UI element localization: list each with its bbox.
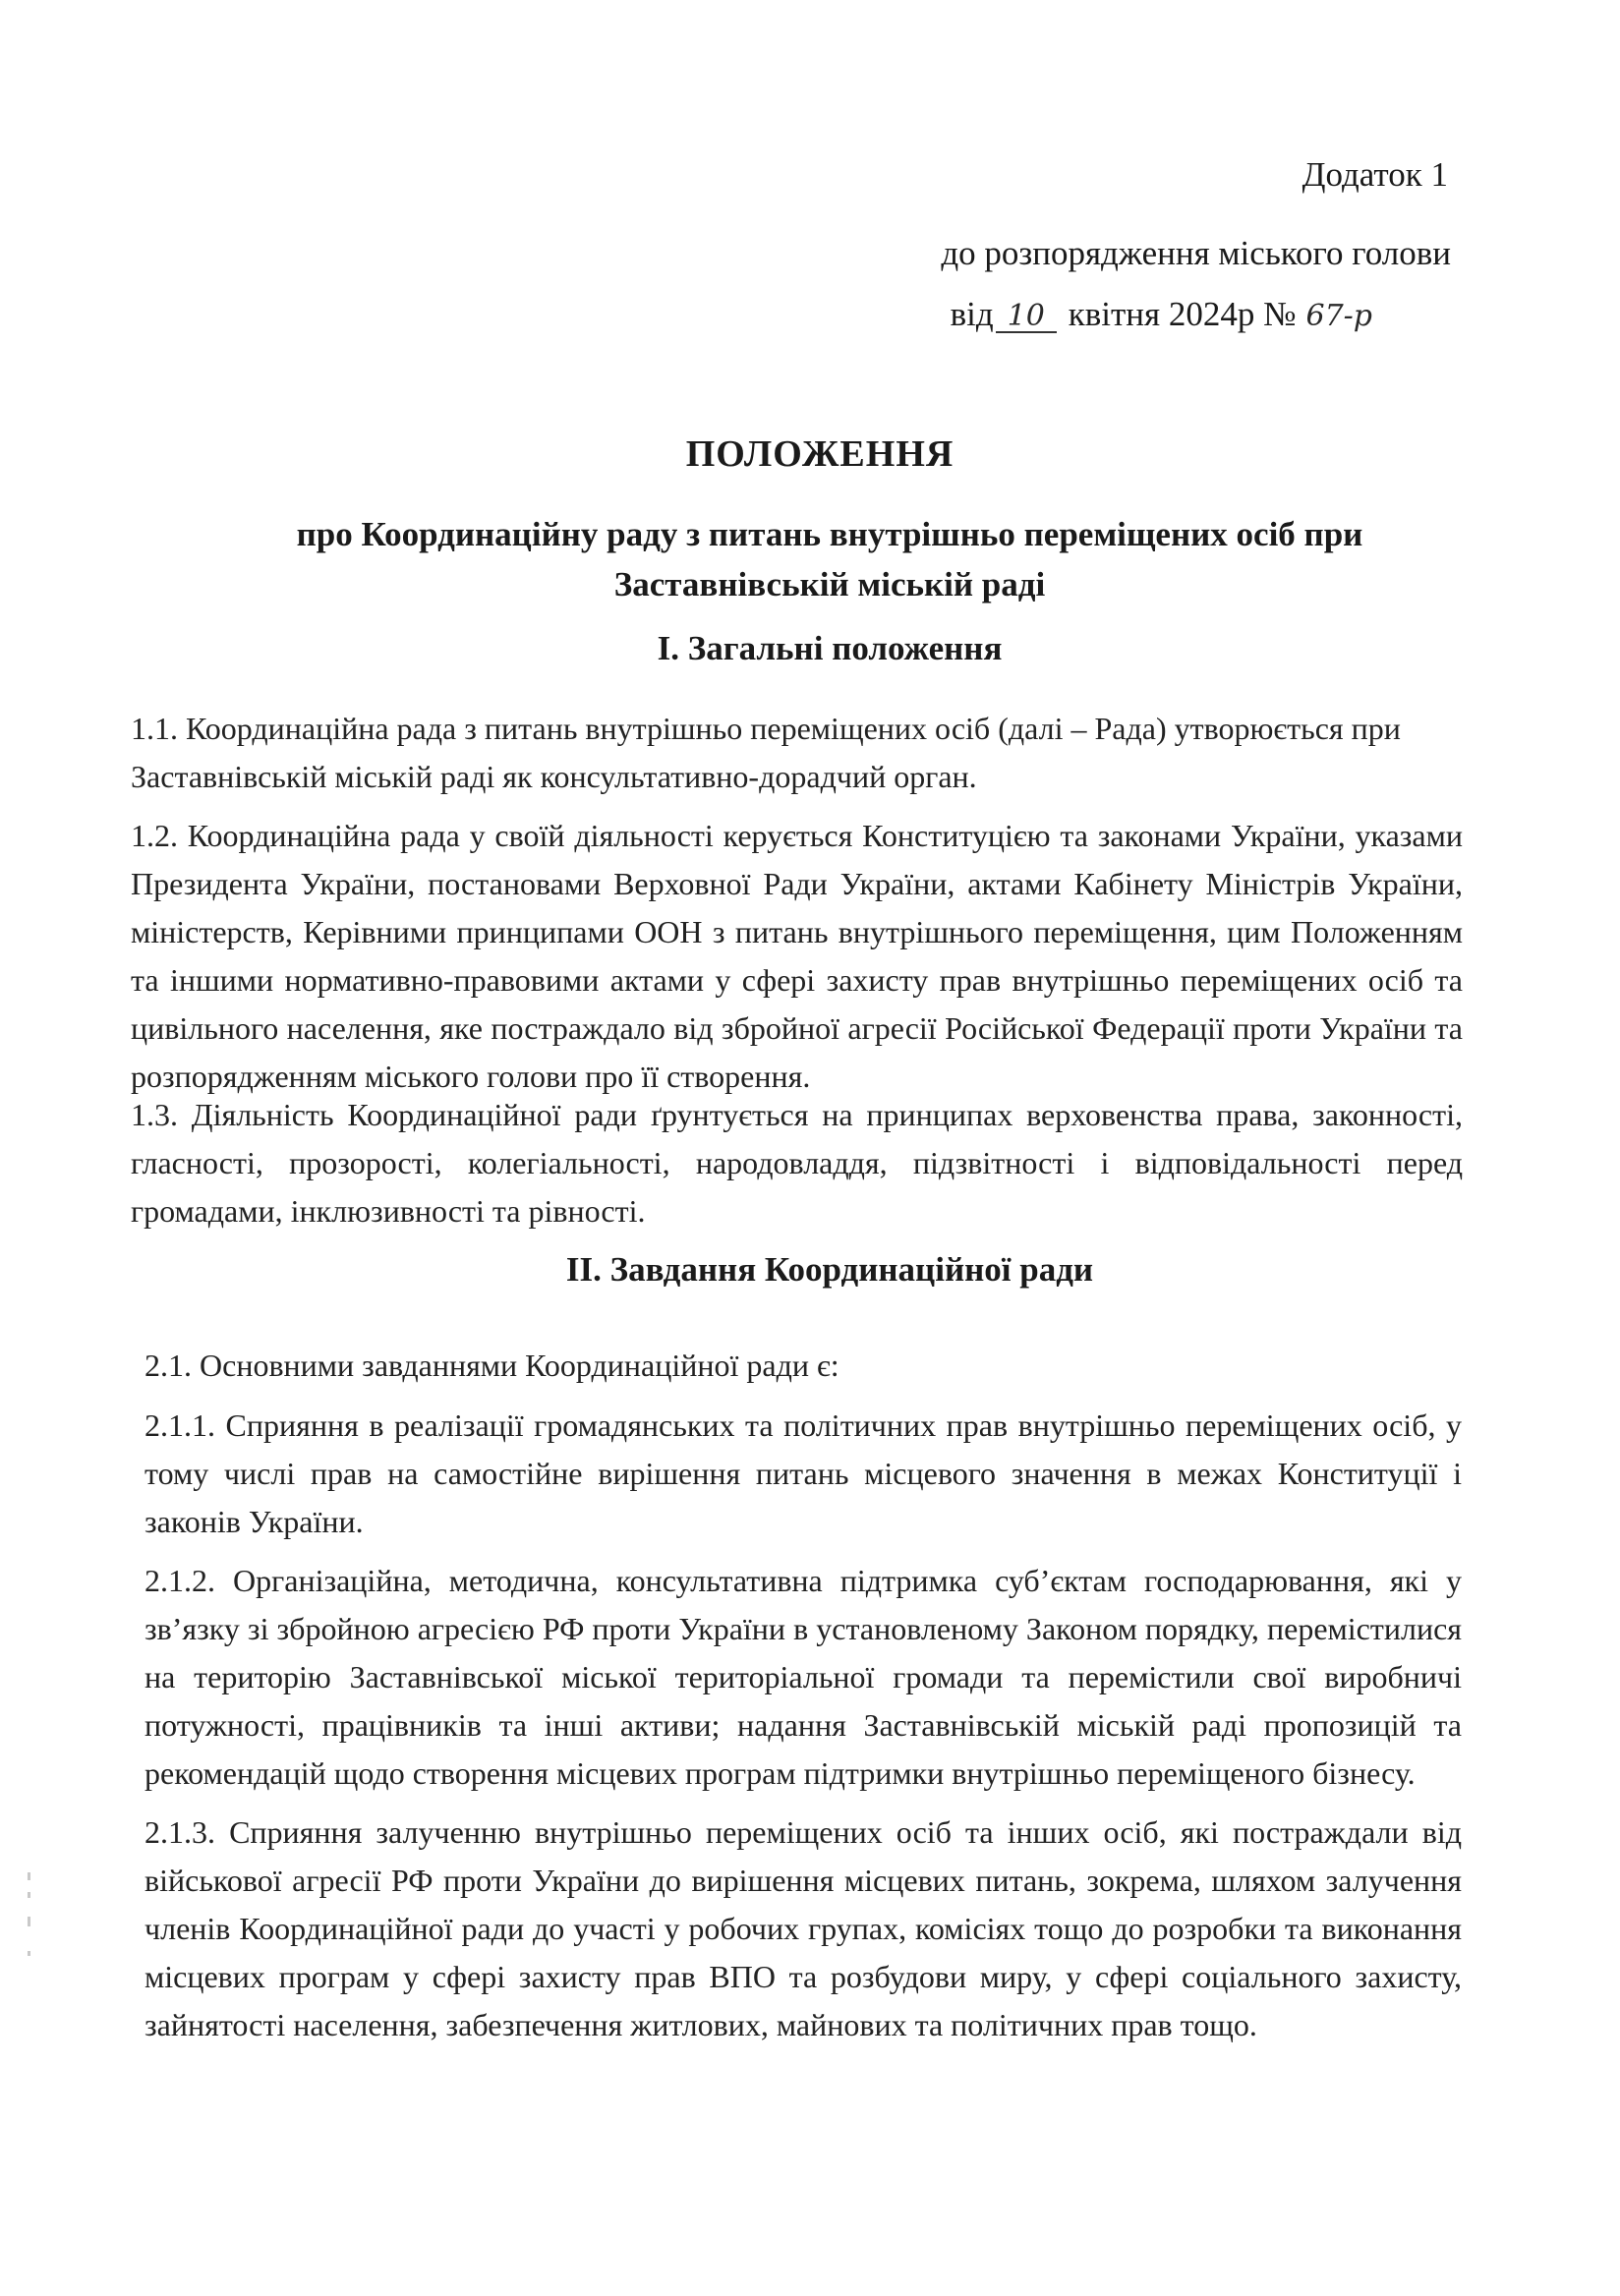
paragraph-2-1: 2.1. Основними завданнями Координаційної ради є: xyxy=(145,1348,839,1383)
handwritten-date: 10 xyxy=(996,302,1057,333)
document-title: ПОЛОЖЕННЯ xyxy=(685,433,955,475)
paragraph-2-1-2: 2.1.2. Організаційна, методична, консультативна підтримка суб’єктам господарювання, які у зв’язку зі збройною агресією РФ проти України в установленому Законом порядку, перемістилися на територію Заставнівської міської територіальної громади та перемістили свої виробничі потужності, працівників та інші активи; надання Заставнівській міській раді пропозицій та рекомендацій щодо створення місцевих програм підтримки внутрішньо переміщеного бізнесу. xyxy=(145,1563,1462,1791)
annex-order-reference: до розпорядження міського голови xyxy=(941,234,1451,272)
scan-artifact-mark xyxy=(28,1872,30,1880)
scan-artifact-mark xyxy=(28,1951,30,1956)
scan-artifact-mark xyxy=(28,1917,30,1926)
annex-date-number-line xyxy=(951,295,1372,334)
annex-date-prefix: від xyxy=(950,295,994,333)
paragraph-1-2: 1.2. Координаційна рада у своїй діяльності керується Конституцією та законами України, указами Президента України, постановами Верховної Ради України, актами Кабінету Міністрів України, міністерств, Керівними принципами ООН з питань внутрішнього переміщення, цим Положенням та іншими нормативно-правовими актами у сфері захисту прав внутрішньо переміщених осіб та цивільного населення, яке постраждало від збройної агресії Російської Федерації проти України та розпорядженням міського голови про її створення. xyxy=(131,818,1463,1094)
document-subtitle: про Координаційну раду з питань внутрішньо переміщених осіб при Заставнівській міській раді xyxy=(296,515,1363,603)
annex-title: Додаток 1 xyxy=(1302,155,1448,194)
paragraph-2-1-3: 2.1.3. Сприяння залученню внутрішньо переміщених осіб та інших осіб, які постраждали від військової агресії РФ проти України до вирішення місцевих питань, зокрема, шляхом залучення членів Координаційної ради до участі у робочих групах, комісіях тощо до розробки та виконання місцевих програм у сфері захисту прав ВПО та розбудови миру, у сфері соціального захисту, зайнятості населення, забезпечення житлових, майнових та політичних прав тощо. xyxy=(145,1814,1462,2042)
section-heading-tasks: ІІ. Завдання Координаційної ради xyxy=(565,1250,1094,1289)
paragraph-1-3: 1.3. Діяльність Координаційної ради ґрунтується на принципах верховенства права, законності, гласності, прозорості, колегіальності, народовладдя, підзвітності і відповідальності перед громадами, інклюзивності та рівності. xyxy=(131,1097,1463,1229)
paragraph-2-1-1: 2.1.1. Сприяння в реалізації громадянських та політичних прав внутрішньо переміщених осіб, у тому числі прав на самостійне вирішення питань місцевого значення в межах Конституції і законів України. xyxy=(145,1407,1462,1539)
paragraph-1-1: 1.1. Координаційна рада з питань внутрішньо переміщених осіб (далі – Рада) утворюється при Заставнівській міській раді як консультативно-дорадчий орган. xyxy=(131,711,1401,794)
section-heading-general: І. Загальні положення xyxy=(657,629,1003,667)
annex-date-month-year: квітня 2024р № xyxy=(1068,295,1297,333)
handwritten-order-number: 67-р xyxy=(1305,299,1372,333)
scan-artifact-mark xyxy=(28,1892,30,1898)
